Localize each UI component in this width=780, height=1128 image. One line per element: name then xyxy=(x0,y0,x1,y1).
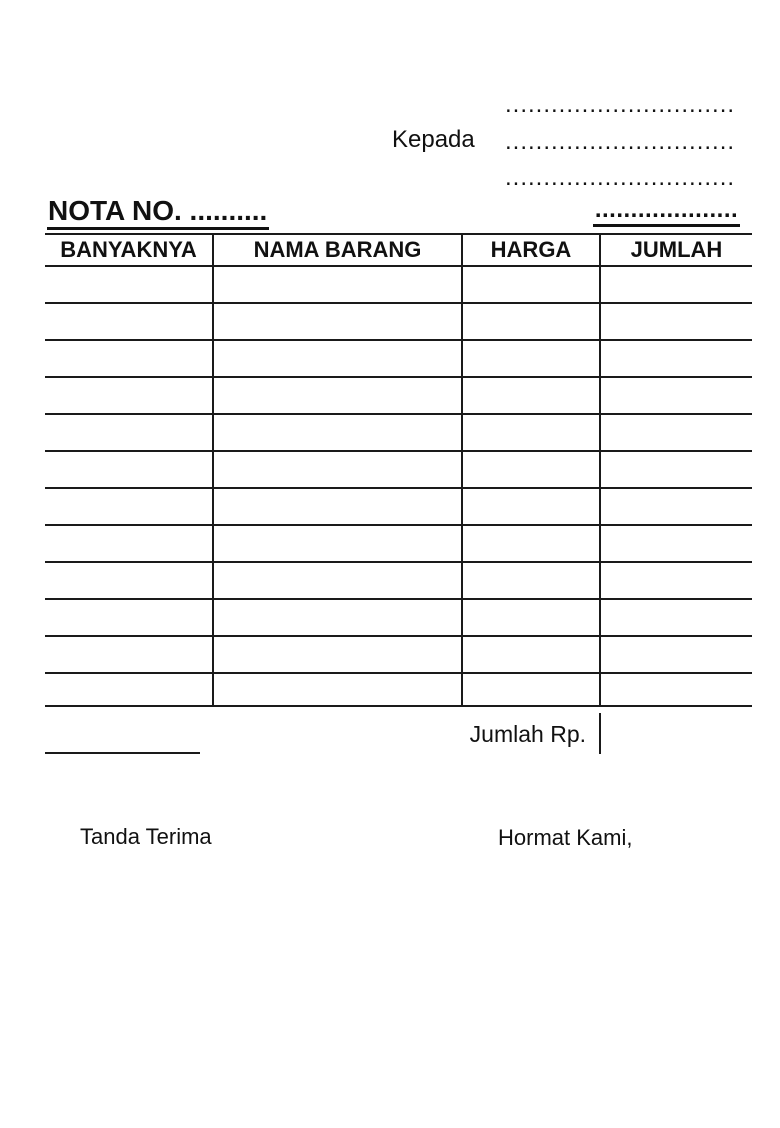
cell-banyaknya xyxy=(45,266,213,303)
kepada-label: Kepada xyxy=(392,126,475,153)
cell-jumlah xyxy=(600,525,752,562)
cell-jumlah xyxy=(600,599,752,636)
table-row xyxy=(45,562,752,599)
cell-jumlah xyxy=(600,451,752,488)
kepada-fill-line-3: .............................. xyxy=(505,165,736,191)
column-header-jumlah: JUMLAH xyxy=(600,234,752,266)
cell-nama-barang xyxy=(213,599,462,636)
nota-number-title: NOTA NO. .......... xyxy=(47,196,269,230)
column-header-harga: HARGA xyxy=(462,234,600,266)
table-row xyxy=(45,303,752,340)
cell-jumlah xyxy=(600,340,752,377)
cell-harga xyxy=(462,636,600,673)
cell-harga xyxy=(462,562,600,599)
cell-jumlah xyxy=(600,488,752,525)
cell-jumlah xyxy=(600,414,752,451)
table-row xyxy=(45,488,752,525)
jumlah-rp-label: Jumlah Rp. xyxy=(469,721,586,747)
cell-jumlah xyxy=(600,377,752,414)
cell-jumlah xyxy=(600,303,752,340)
cell-jumlah xyxy=(600,636,752,673)
table-row xyxy=(45,340,752,377)
table-row xyxy=(45,673,752,706)
cell-banyaknya xyxy=(45,636,213,673)
table-row xyxy=(45,414,752,451)
cell-jumlah xyxy=(600,266,752,303)
hormat-kami-label: Hormat Kami, xyxy=(498,825,633,850)
bottom-left-rule-line xyxy=(45,752,200,754)
cell-nama-barang xyxy=(213,266,462,303)
cell-harga xyxy=(462,340,600,377)
cell-nama-barang xyxy=(213,636,462,673)
table-row xyxy=(45,266,752,303)
cell-nama-barang xyxy=(213,340,462,377)
cell-nama-barang xyxy=(213,377,462,414)
items-table-body xyxy=(45,266,752,706)
cell-nama-barang xyxy=(213,303,462,340)
cell-banyaknya xyxy=(45,414,213,451)
items-table-header-row xyxy=(45,234,752,266)
nota-date-fill-line: .................... xyxy=(593,196,740,227)
column-header-banyaknya: BANYAKNYA xyxy=(45,234,213,266)
kepada-fill-line-2: .............................. xyxy=(505,129,736,155)
table-row xyxy=(45,636,752,673)
cell-harga xyxy=(462,451,600,488)
cell-nama-barang xyxy=(213,414,462,451)
cell-jumlah xyxy=(600,562,752,599)
cell-banyaknya xyxy=(45,303,213,340)
table-row xyxy=(45,451,752,488)
cell-harga xyxy=(462,377,600,414)
cell-banyaknya xyxy=(45,340,213,377)
cell-nama-barang xyxy=(213,525,462,562)
table-row xyxy=(45,377,752,414)
cell-jumlah xyxy=(600,673,752,706)
items-table xyxy=(45,233,752,707)
cell-harga xyxy=(462,525,600,562)
cell-nama-barang xyxy=(213,451,462,488)
cell-harga xyxy=(462,673,600,706)
cell-harga xyxy=(462,414,600,451)
cell-banyaknya xyxy=(45,451,213,488)
cell-harga xyxy=(462,303,600,340)
cell-nama-barang xyxy=(213,673,462,706)
cell-banyaknya xyxy=(45,488,213,525)
table-row xyxy=(45,599,752,636)
cell-nama-barang xyxy=(213,488,462,525)
kepada-fill-line-1: .............................. xyxy=(505,92,736,118)
table-row xyxy=(45,525,752,562)
cell-banyaknya xyxy=(45,525,213,562)
total-box-divider-line xyxy=(599,713,601,754)
cell-banyaknya xyxy=(45,377,213,414)
cell-banyaknya xyxy=(45,562,213,599)
cell-banyaknya xyxy=(45,599,213,636)
cell-harga xyxy=(462,488,600,525)
column-header-nama-barang: NAMA BARANG xyxy=(213,234,462,266)
cell-banyaknya xyxy=(45,673,213,706)
cell-nama-barang xyxy=(213,562,462,599)
cell-harga xyxy=(462,266,600,303)
tanda-terima-label: Tanda Terima xyxy=(80,824,212,849)
cell-harga xyxy=(462,599,600,636)
